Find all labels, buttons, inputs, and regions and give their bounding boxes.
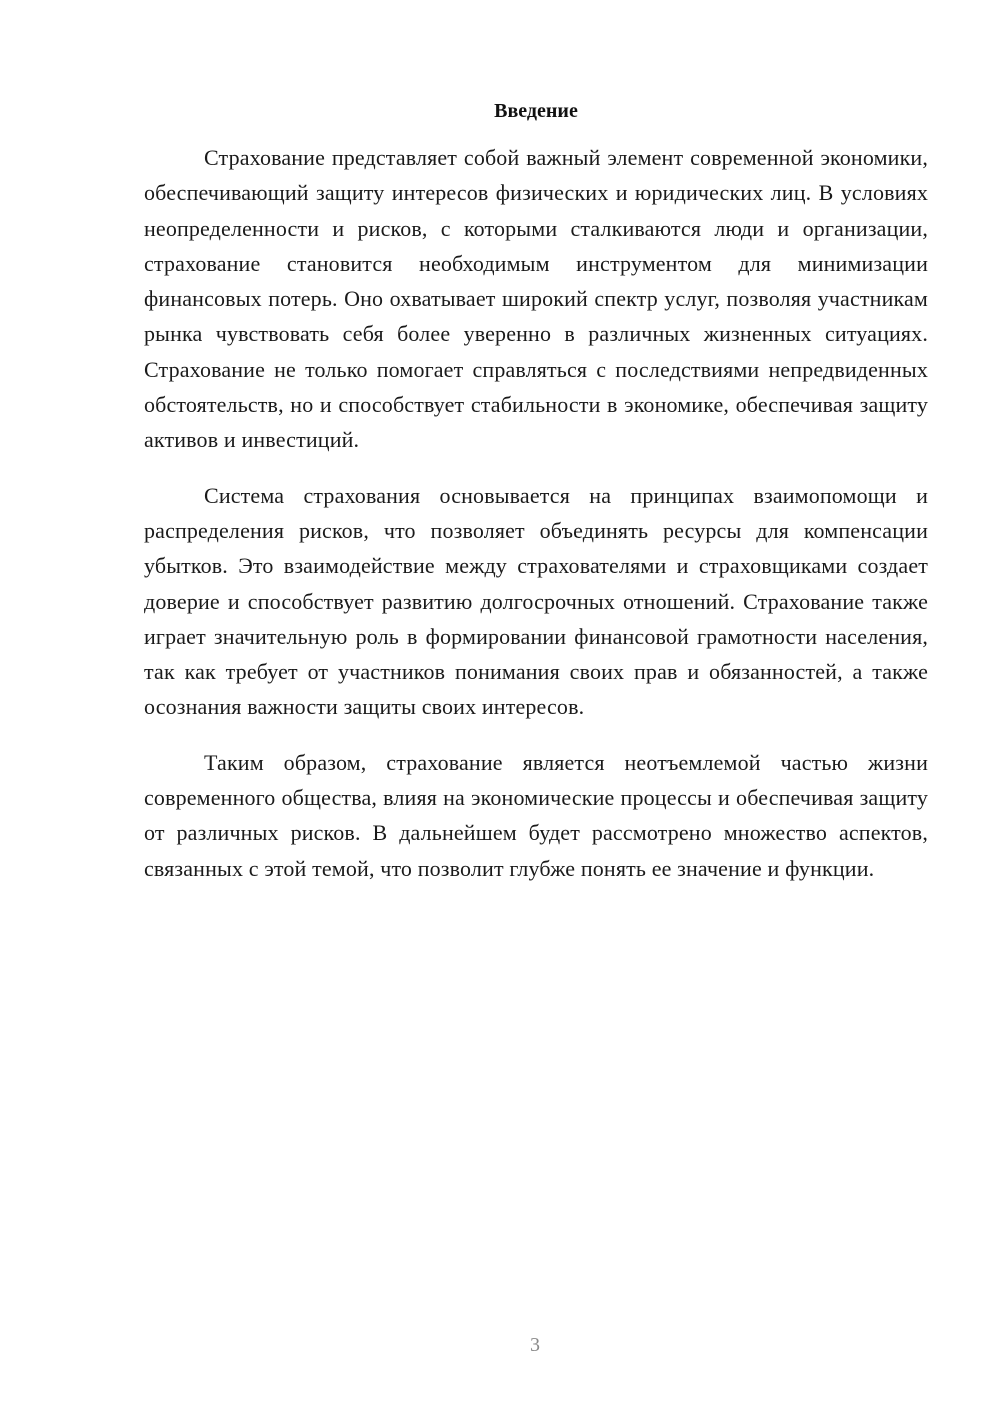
document-page (144, 96, 928, 906)
paragraph-1: Страхование представляет собой важный элемент современной экономики, обеспечивающий защиту интересов физических и юридических лиц. В условиях неопределенности и рисков, с которыми сталкиваются люди и организации, страхование становится необходимым инструментом для минимизации финансовых потерь. Оно охватывает широкий спектр услуг, позволяя участникам рынка чувствовать себя более уверенно в различных жизненных ситуациях. Страхование не только помогает справляться с последствиями непредвиденных обстоятельств, но и способствует стабильности в экономике, обеспечивая защиту активов и инвестиций. (144, 145, 928, 453)
paragraph-2: Система страхования основывается на принципах взаимопомощи и распределения рисков, что позволяет объединять ресурсы для компенсации убытков. Это взаимодействие между страхователями и страховщиками создает доверие и способствует развитию долгосрочных отношений. Страхование также играет значительную роль в формировании финансовой грамотности населения, так как требует от участников понимания своих прав и обязанностей, а также осознания важности защиты своих интересов. (144, 482, 928, 720)
page-title: Введение (494, 100, 578, 122)
paragraph-3: Таким образом, страхование является неотъемлемой частью жизни современного общества, влияя на экономические процессы и обеспечивая защиту от различных рисков. В дальнейшем будет рассмотрено множество аспектов, связанных с этой темой, что позволит глубже понять ее значение и функции. (144, 749, 928, 881)
page-number: 3 (530, 1334, 540, 1356)
